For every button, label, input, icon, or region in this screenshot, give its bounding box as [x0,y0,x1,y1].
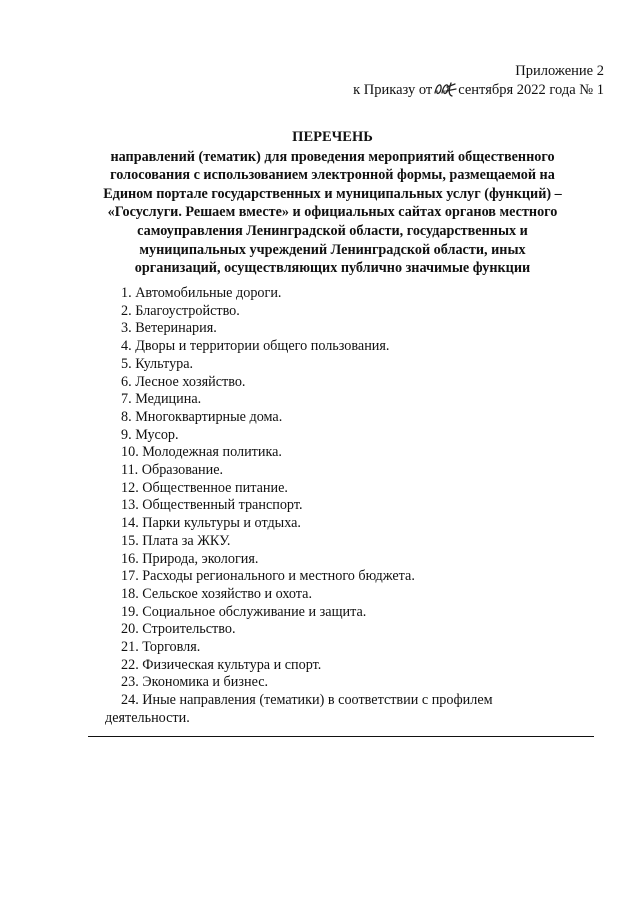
title-line: муниципальных учреждений Ленинградской области, иных [139,241,526,258]
list-item: 14. Парки культуры и отдыха. [121,515,301,532]
list-item: 12. Общественное питание. [121,479,288,496]
list-item: 4. Дворы и территории общего пользования. [121,338,390,355]
list-item: 17. Расходы регионального и местного бюджета. [121,568,415,585]
list-item: 5. Культура. [121,355,194,372]
order-reference-suffix: сентября 2022 года № 1 [458,82,604,98]
list-item: 10. Молодежная политика. [121,444,282,461]
list-item: 19. Социальное обслуживание и защита. [121,603,367,620]
list-item: 21. Торговля. [121,639,201,656]
list-item: 11. Образование. [121,462,224,479]
document-title: ПЕРЕЧЕНЬ [292,129,373,145]
title-line: голосования с использованием электронной формы, размещаемой на [110,167,555,184]
order-reference-prefix: к Приказу от [353,82,433,98]
list-item: 24. Иные направления (тематики) в соответствии с профилем [121,692,493,709]
appendix-header [353,62,604,100]
title-line: самоуправления Ленинградской области, государственных и [137,222,528,239]
title-line: Едином портале государственных и муниципальных услуг (функций) – [103,185,562,202]
list-item-continuation [105,709,581,728]
list-item: 15. Плата за ЖКУ. [121,532,231,549]
list-item: 20. Строительство. [121,621,236,638]
title-line: направлений (тематик) для проведения мероприятий общественного [110,148,555,165]
handwritten-date-signature [433,81,457,97]
list-item: 9. Мусор. [121,426,179,443]
order-reference [353,81,604,100]
bottom-divider [88,736,594,737]
list-item: 6. Лесное хозяйство. [121,373,246,390]
list-item: 18. Сельское хозяйство и охота. [121,585,313,602]
list-item-continuation-text: деятельности. [105,709,190,726]
topics-list [105,285,581,728]
list-item: 1. Автомобильные дороги. [121,285,282,301]
list-item: 8. Многоквартирные дома. [121,408,283,425]
list-item: 16. Природа, экология. [121,550,259,567]
list-item: 13. Общественный транспорт. [121,497,303,514]
title-line: «Госуслуги. Решаем вместе» и официальных сайтах органов местного [107,204,558,221]
list-item: 23. Экономика и бизнес. [121,674,269,691]
title-line: организаций, осуществляющих публично значимые функции [134,260,531,277]
appendix-number: Приложение 2 [515,63,604,79]
document-title-block [70,128,595,278]
list-item: 2. Благоустройство. [121,302,240,319]
list-item: 3. Ветеринария. [121,320,217,337]
list-item: 7. Медицина. [121,391,202,408]
list-item: 22. Физическая культура и спорт. [121,656,322,673]
